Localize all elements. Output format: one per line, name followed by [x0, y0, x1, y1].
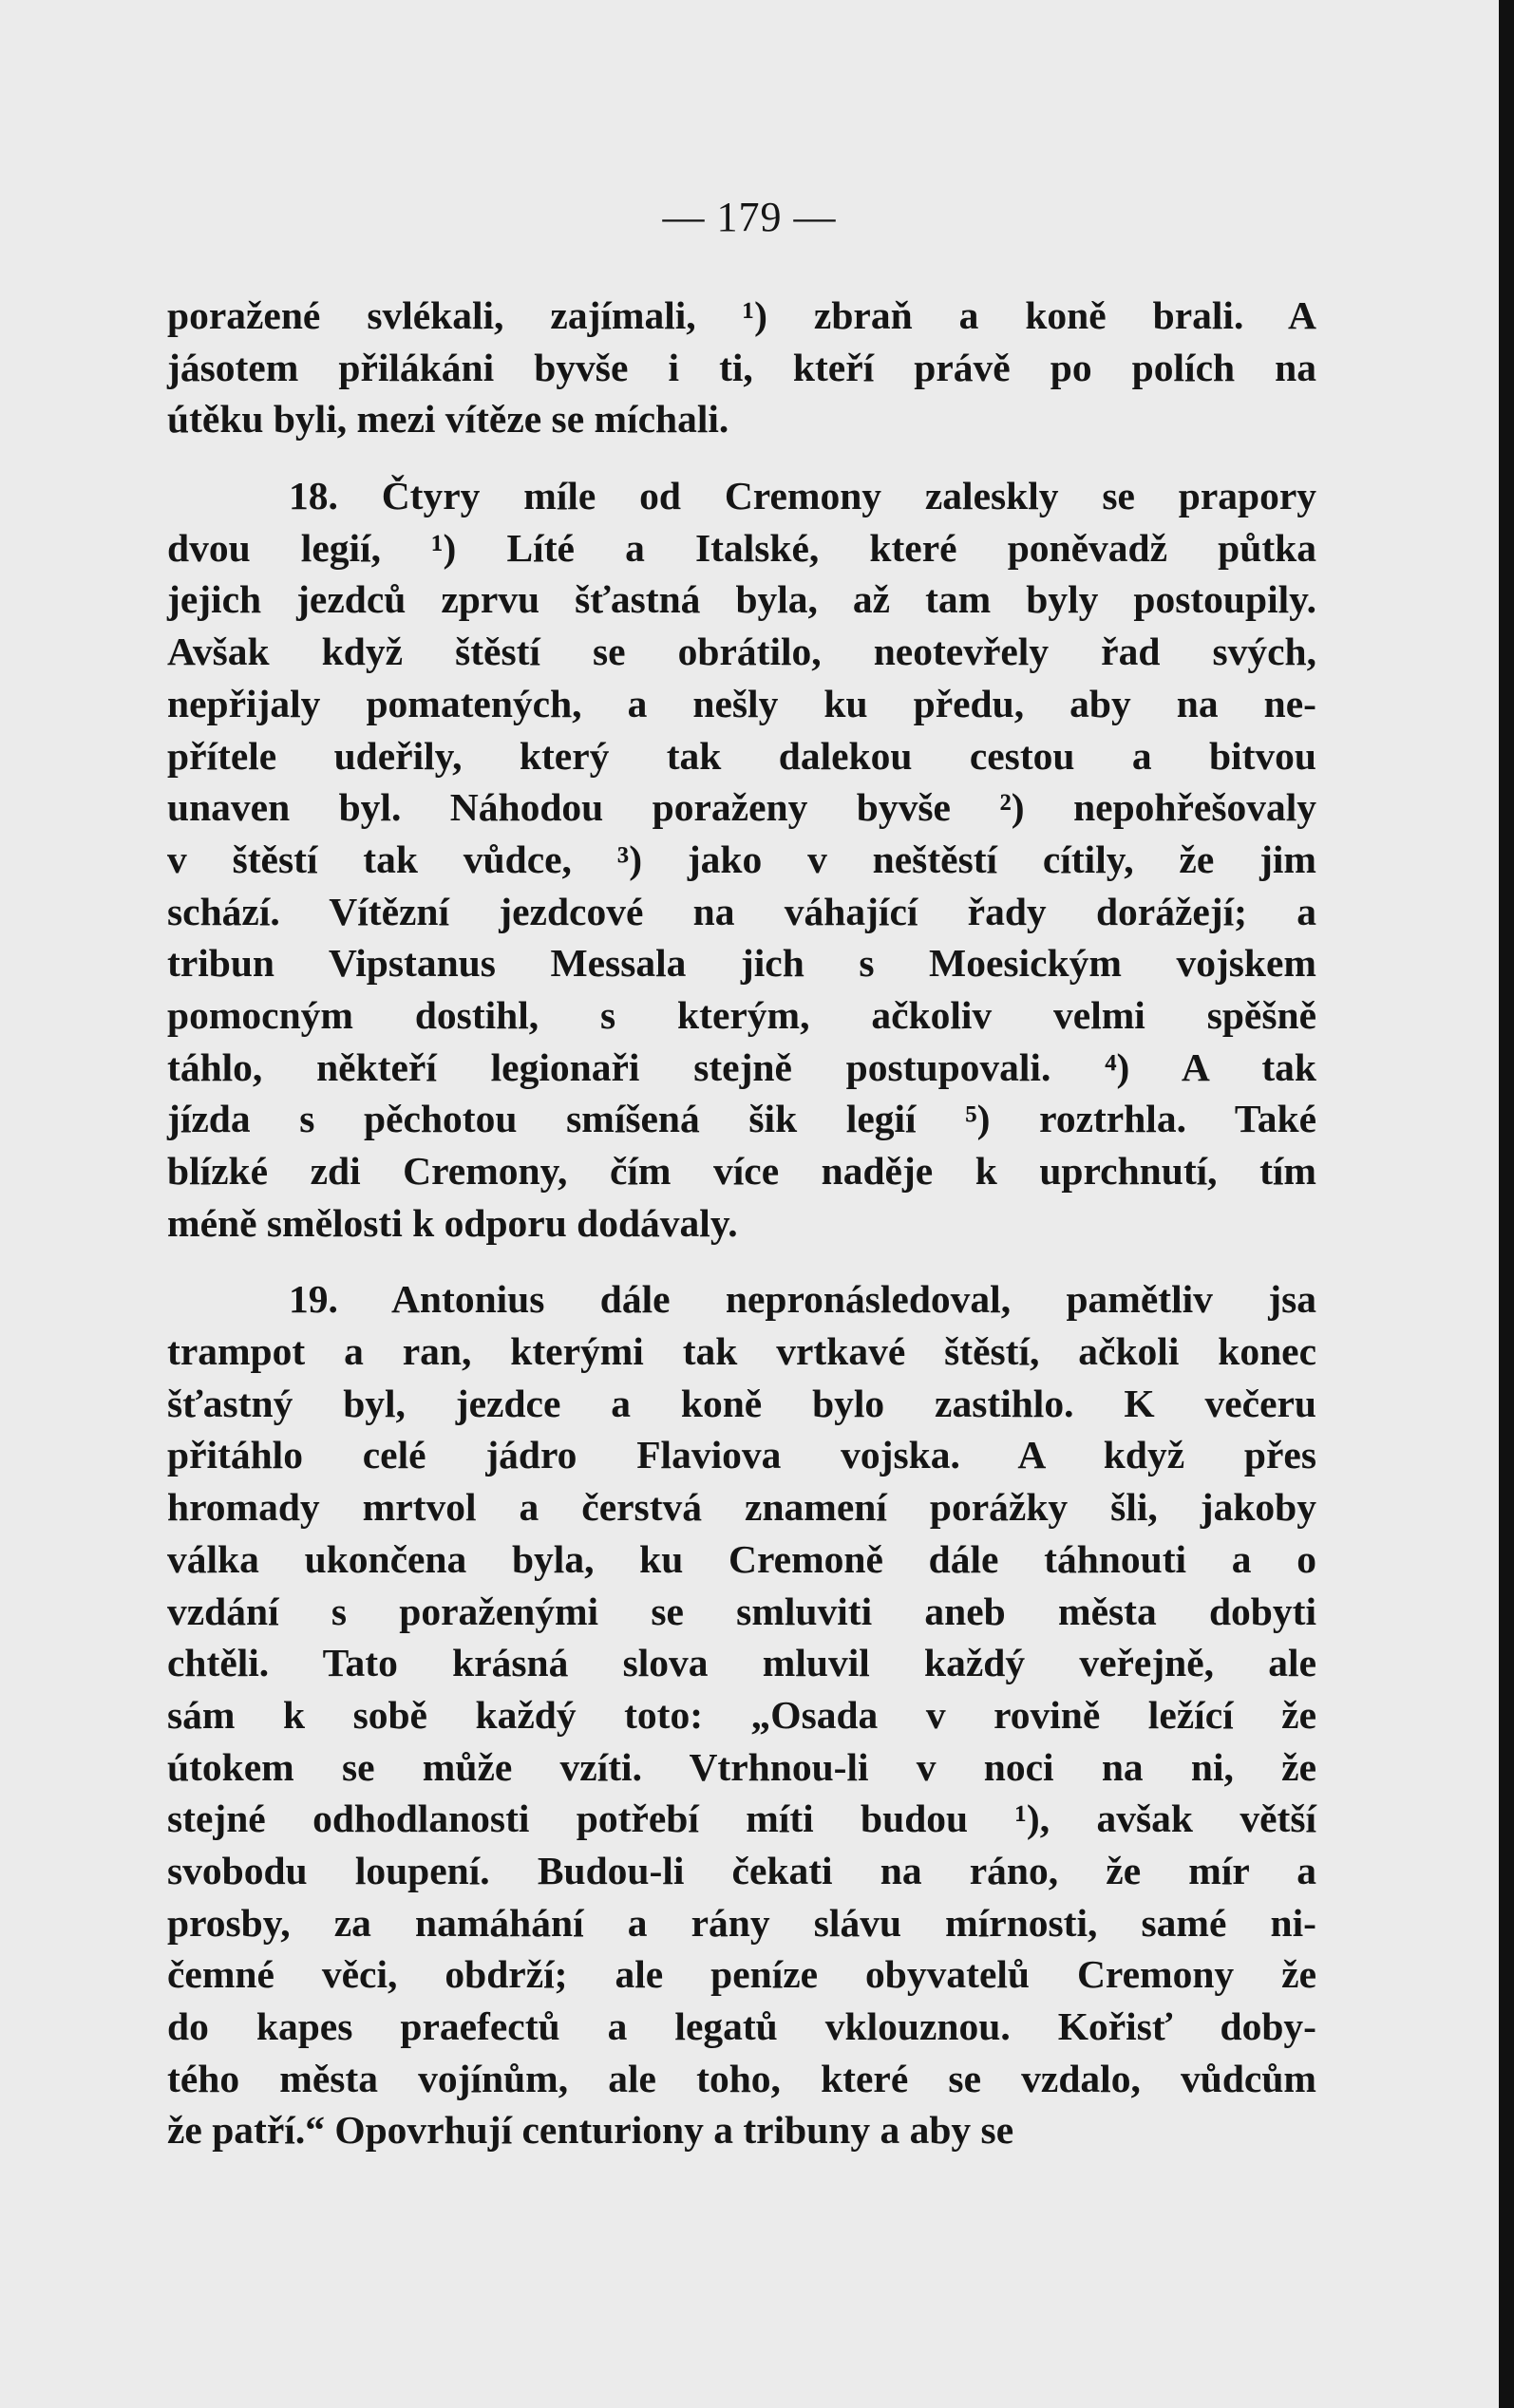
text-line: přitáhlo celé jádro Flaviova vojska. A když přes [167, 1433, 1316, 1477]
text-line: 18. Čtyry míle od Cremony zaleskly se prapory [289, 474, 1316, 518]
text-line: méně smělosti k odporu dodávaly. [167, 1200, 738, 1245]
text-line: pomocným dostihl, s kterým, ačkoliv velmi spěšně [167, 992, 1316, 1037]
text-line: že patří.“ Opovrhují centuriony a tribuny a aby se [167, 2108, 1014, 2153]
paragraph [167, 1273, 1316, 2156]
text-line: 19. Antonius dále nepronásledoval, pamětliv jsa [289, 1277, 1316, 1322]
body-text [167, 290, 1316, 2156]
text-line: útokem se může vzíti. Vtrhnou-li v noci na ni, že [167, 1744, 1316, 1789]
text-line: prosby, za namáhání a rány slávu mírnosti, samé ni- [167, 1900, 1316, 1945]
paragraph-gap [167, 1249, 1316, 1273]
text-line: útěku byli, mezi vítěze se míchali. [167, 397, 729, 442]
text-line: tého města vojínům, ale toho, které se vzdalo, vůdcům [167, 2056, 1316, 2100]
text-line: šťastný byl, jezdce a koně bylo zastihlo. K večeru [167, 1381, 1316, 1425]
paragraph [167, 290, 1316, 445]
text-line: Avšak když štěstí se obrátilo, neotevřely řad svých, [167, 630, 1316, 674]
text-line: dvou legií, ¹) Líté a Italské, které poněvadž půtka [167, 525, 1316, 570]
text-line: trampot a ran, kterými tak vrtkavé štěstí, ačkoli konec [167, 1329, 1316, 1374]
text-line: vzdání s poraženými se smluviti aneb města dobyti [167, 1589, 1316, 1633]
text-line: táhlo, někteří legionaři stejně postupovali. ⁴) A tak [167, 1044, 1316, 1089]
scan-edge [1499, 0, 1514, 2408]
text-line: přítele udeřily, který tak dalekou cestou a bitvou [167, 733, 1316, 778]
text-line: hromady mrtvol a čerstvá znamení porážky šli, jakoby [167, 1485, 1316, 1530]
text-line: chtěli. Tato krásná slova mluvil každý veřejně, ale [167, 1641, 1316, 1685]
text-line: válka ukončena byla, ku Cremoně dále táhnouti a o [167, 1536, 1316, 1581]
text-line: unaven byl. Náhodou poraženy byvše ²) nepohřešovaly [167, 785, 1316, 830]
text-line: schází. Vítězní jezdcové na váhající řady dorážejí; a [167, 889, 1316, 933]
text-line: poražené svlékali, zajímali, ¹) zbraň a koně brali. A [167, 293, 1316, 337]
text-line: do kapes praefectů a legatů vklouznou. Kořisť doby- [167, 2004, 1316, 2048]
text-line: jízda s pěchotou smíšená šik legií ⁵) roztrhla. Také [167, 1097, 1316, 1141]
text-line: čemné věci, obdrží; ale peníze obyvatelů Cremony že [167, 1952, 1316, 1997]
text-line: blízké zdi Cremony, čím více naděje k uprchnutí, tím [167, 1149, 1316, 1193]
paragraph [167, 470, 1316, 1249]
text-line: sám k sobě každý toto: „Osada v rovině ležící že [167, 1692, 1316, 1737]
page-number: — 179 — [662, 194, 837, 240]
text-line: stejné odhodlanosti potřebí míti budou ¹), avšak větší [167, 1797, 1316, 1841]
text-line: tribun Vipstanus Messala jich s Moesickým vojskem [167, 941, 1316, 986]
text-line: v štěstí tak vůdce, ³) jako v neštěstí cítily, že jim [167, 837, 1316, 881]
text-line: svobodu loupení. Budou-li čekati na ráno, že mír a [167, 1848, 1316, 1892]
paragraph-gap [167, 445, 1316, 470]
text-line: nepřijaly pomatených, a nešly ku předu, aby na ne- [167, 681, 1316, 725]
text-line: jejich jezdců zprvu šťastná byla, až tam byly postoupily. [167, 577, 1316, 622]
text-line: jásotem přilákáni byvše i ti, kteří právě po polích na [167, 345, 1316, 389]
